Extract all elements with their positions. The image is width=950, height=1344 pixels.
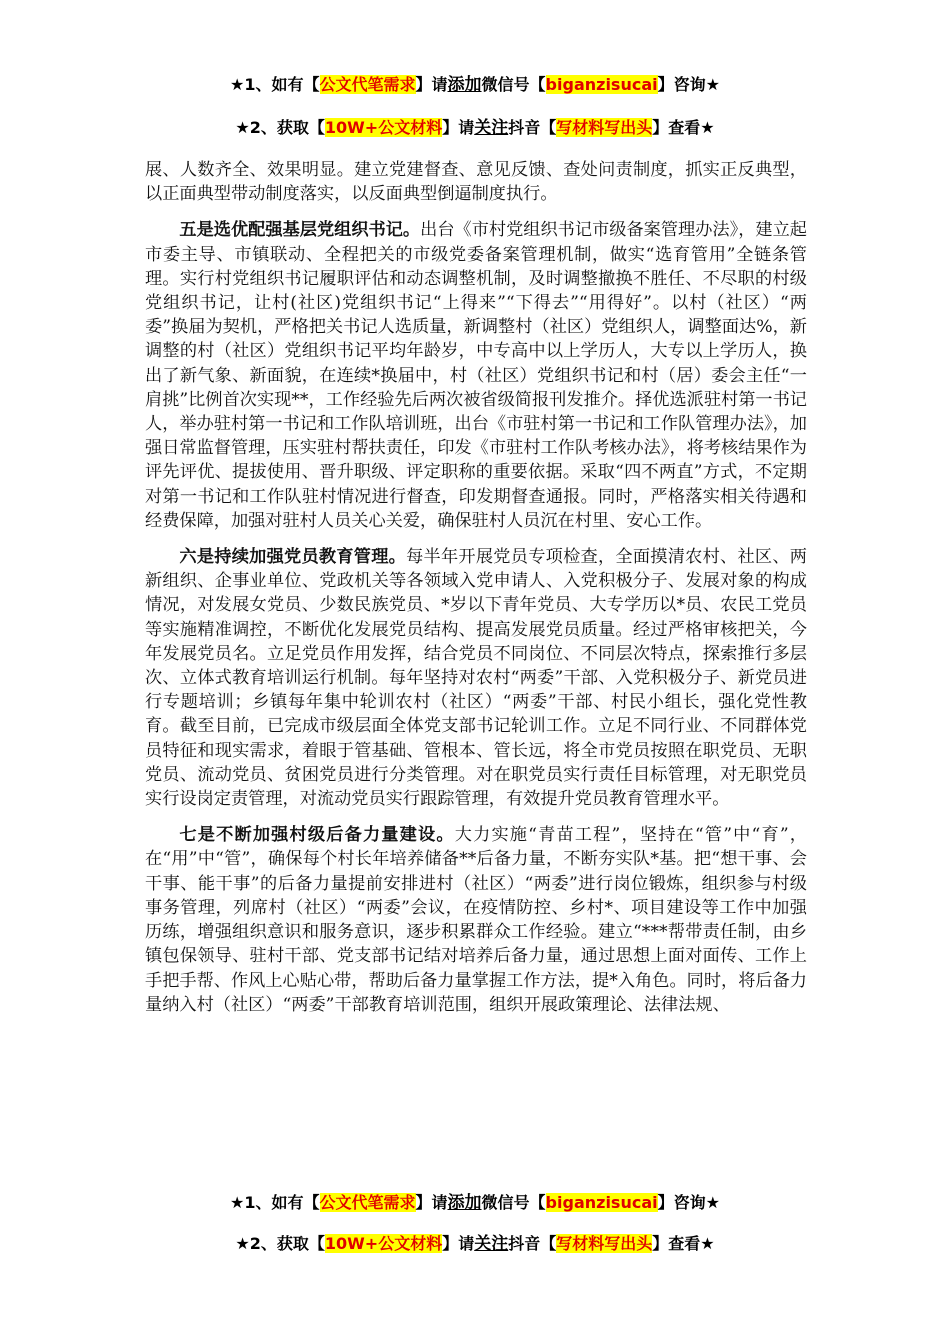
banner-text: 2、获取【: [249, 118, 325, 137]
banner-emphasis: 关注: [474, 118, 509, 138]
banner-text: 抖音【: [508, 118, 557, 137]
section-body: 大力实施“青苗工程”，坚持在“管”中“育”，在“用”中“管”，确保每个村长年培养储备**后备力量，不断夯实队*基。把“想干事、会干事、能干事”的后备力量提前安排进村（社区）“两委”进行岗位锻炼，组织参与村级事务管理，列席村（社区）“两委”会议，在疫情防控、乡村*、项目建设等工作中加强历练，增强组织意识和服务意识，逐步积累群众工作经验。建立“***帮带责任制，由乡镇包保领导、驻村干部、党支部书记结对培养后备力量，通过思想上面对面传、工作上手把手帮、作风上心贴心带，帮助后备力量掌握工作方法，提*入角色。同时，将后备力量纳入村（社区）“两委”干部教育培训范围，组织开展政策理论、法律法规、: [145, 825, 807, 1015]
paragraph-section-5: [145, 218, 807, 533]
star-icon: ★: [230, 75, 245, 94]
star-icon: ★: [230, 1193, 245, 1212]
banner-text: 微信号【: [481, 75, 546, 94]
highlight-service: 公文代笔需求: [319, 1193, 416, 1212]
star-icon: ★: [700, 1234, 715, 1253]
header-banner-wechat: [0, 70, 950, 95]
highlight-service: 公文代笔需求: [319, 75, 416, 94]
footer-banner-douyin: [0, 1229, 950, 1254]
star-icon: ★: [705, 75, 720, 94]
star-icon: ★: [235, 1234, 250, 1253]
banner-text: 】查看: [652, 118, 701, 137]
star-icon: ★: [705, 1193, 720, 1212]
banner-text: 】请: [442, 1234, 475, 1253]
banner-emphasis: 添加: [447, 1193, 482, 1213]
highlight-materials: 10W+公文材料: [324, 118, 443, 137]
paragraph-continuation: 展、人数齐全、效果明显。建立党建督查、意见反馈、查处问责制度，抓实正反典型，以正面典型带动制度落实，以反面典型倒逼制度执行。: [145, 160, 807, 205]
banner-emphasis: 添加: [447, 75, 482, 95]
document-body: [145, 158, 807, 1029]
star-icon: ★: [700, 118, 715, 137]
banner-text: 】请: [415, 1193, 448, 1212]
banner-text: 1、如有【: [244, 1193, 320, 1212]
highlight-douyin-name: 写材料写出头: [556, 1234, 653, 1253]
section-heading: 七是不断加强村级后备力量建设。: [179, 825, 455, 846]
highlight-douyin-name: 写材料写出头: [556, 118, 653, 137]
banner-text: 】请: [442, 118, 475, 137]
section-body: 每半年开展党员专项检查，全面摸清农村、社区、两新组织、企事业单位、党政机关等各领域入党申请人、入党积极分子、发展对象的构成情况，对发展女党员、少数民族党员、*岁以下青年党员、大专学历以*员、农民工党员等实施精准调控，不断优化发展党员结构、提高发展党员质量。经过严格审核把关，今年发展党员名。立足党员作用发挥，结合党员不同岗位、不同层次特点，探索推行多层次、立体式教育培训运行机制。每年坚持对农村“两委”干部、入党积极分子、新党员进行专题培训；乡镇每年集中轮训农村（社区）“两委”干部、村民小组长，强化党性教育。截至目前，已完成市级层面全体党支部书记轮训工作。立足不同行业、不同群体党员特征和现实需求，着眼于管基础、管根本、管长远，将全市党员按照在职党员、无职党员、流动党员、贫困党员进行分类管理。对在职党员实行责任目标管理，对无职党员实行设岗定责管理，对流动党员实行跟踪管理，有效提升党员教育管理水平。: [145, 547, 807, 810]
paragraph-section-6: [145, 545, 807, 811]
paragraph-section-7: [145, 823, 807, 1017]
header-banner-douyin: [0, 113, 950, 138]
banner-text: 】查看: [652, 1234, 701, 1253]
banner-emphasis: 关注: [474, 1234, 509, 1254]
banner-text: 2、获取【: [249, 1234, 325, 1253]
section-heading: 五是选优配强基层党组织书记。: [179, 220, 421, 241]
highlight-materials: 10W+公文材料: [324, 1234, 443, 1253]
banner-text: 微信号【: [481, 1193, 546, 1212]
banner-text: 1、如有【: [244, 75, 320, 94]
section-heading: 六是持续加强党员教育管理。: [179, 547, 407, 568]
section-body: 出台《市村党组织书记市级备案管理办法》，建立起市委主导、市镇联动、全程把关的市级党委备案管理机制，做实“选育管用”全链条管理。实行村党组织书记履职评估和动态调整机制，及时调整撤换不胜任、不尽职的村级党组织书记，让村(社区)党组织书记“上得来”“下得去”“用得好”。以村（社区）“两委”换届为契机，严格把关书记人选质量，新调整村（社区）党组织人，调整面达%，新调整的村（社区）党组织书记平均年龄岁，中专高中以上学历人，大专以上学历人，换出了新气象、新面貌，在连续*换届中，村（社区）党组织书记和村（居）委会主任“一肩挑”比例首次实现**，工作经验先后两次被省级简报刊发推介。择优选派驻村第一书记人，举办驻村第一书记和工作队培训班，出台《市驻村第一书记和工作队管理办法》，加强日常监督管理，压实驻村帮扶责任，印发《市驻村工作队考核办法》，将考核结果作为评先评优、提拔使用、晋升职级、评定职称的重要依据。采取“四不两直”方式，不定期对第一书记和工作队驻村情况进行督查，印发期督查通报。同时，严格落实相关待遇和经费保障，加强对驻村人员关心关爱，确保驻村人员沉在村里、安心工作。: [145, 220, 807, 531]
banner-text: 】请: [415, 75, 448, 94]
footer-banner-wechat: [0, 1188, 950, 1213]
banner-text: 抖音【: [508, 1234, 557, 1253]
banner-text: 】咨询: [657, 1193, 706, 1212]
star-icon: ★: [235, 118, 250, 137]
highlight-wechat-id: biganzisucai: [545, 75, 658, 94]
banner-text: 】咨询: [657, 75, 706, 94]
highlight-wechat-id: biganzisucai: [545, 1193, 658, 1212]
